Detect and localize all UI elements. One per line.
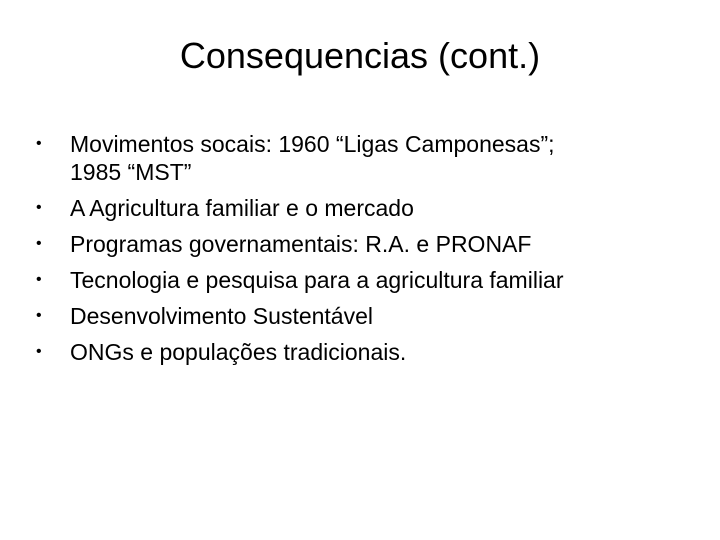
bullet-text: Programas governamentais: R.A. e PRONAF — [70, 231, 532, 257]
bullet-marker: • — [36, 307, 42, 324]
bullet-marker: • — [36, 199, 42, 216]
bullet-text: ONGs e populações tradicionais. — [70, 339, 407, 365]
bullet-item-tecnologia-pesquisa — [36, 266, 696, 294]
slide-title: Consequencias (cont.) — [179, 35, 541, 76]
bullet-list — [36, 130, 696, 374]
bullet-item-programas-governamentais — [36, 230, 696, 258]
bullet-marker: • — [36, 343, 42, 360]
bullet-item-desenvolvimento-sustentavel — [36, 302, 696, 330]
bullet-marker: • — [36, 135, 42, 152]
bullet-text: A Agricultura familiar e o mercado — [70, 195, 414, 221]
bullet-marker: • — [36, 271, 42, 288]
bullet-text: Movimentos socais: 1960 “Ligas Camponesas”; — [70, 131, 555, 157]
bullet-item-ongs — [36, 338, 696, 366]
bullet-text-continuation: 1985 “MST” — [70, 159, 192, 185]
bullet-text: Tecnologia e pesquisa para a agricultura familiar — [70, 267, 564, 293]
bullet-text: Desenvolvimento Sustentável — [70, 303, 373, 329]
bullet-item-movimentos-sociais — [36, 130, 696, 186]
bullet-item-agricultura-familiar — [36, 194, 696, 222]
bullet-marker: • — [36, 235, 42, 252]
